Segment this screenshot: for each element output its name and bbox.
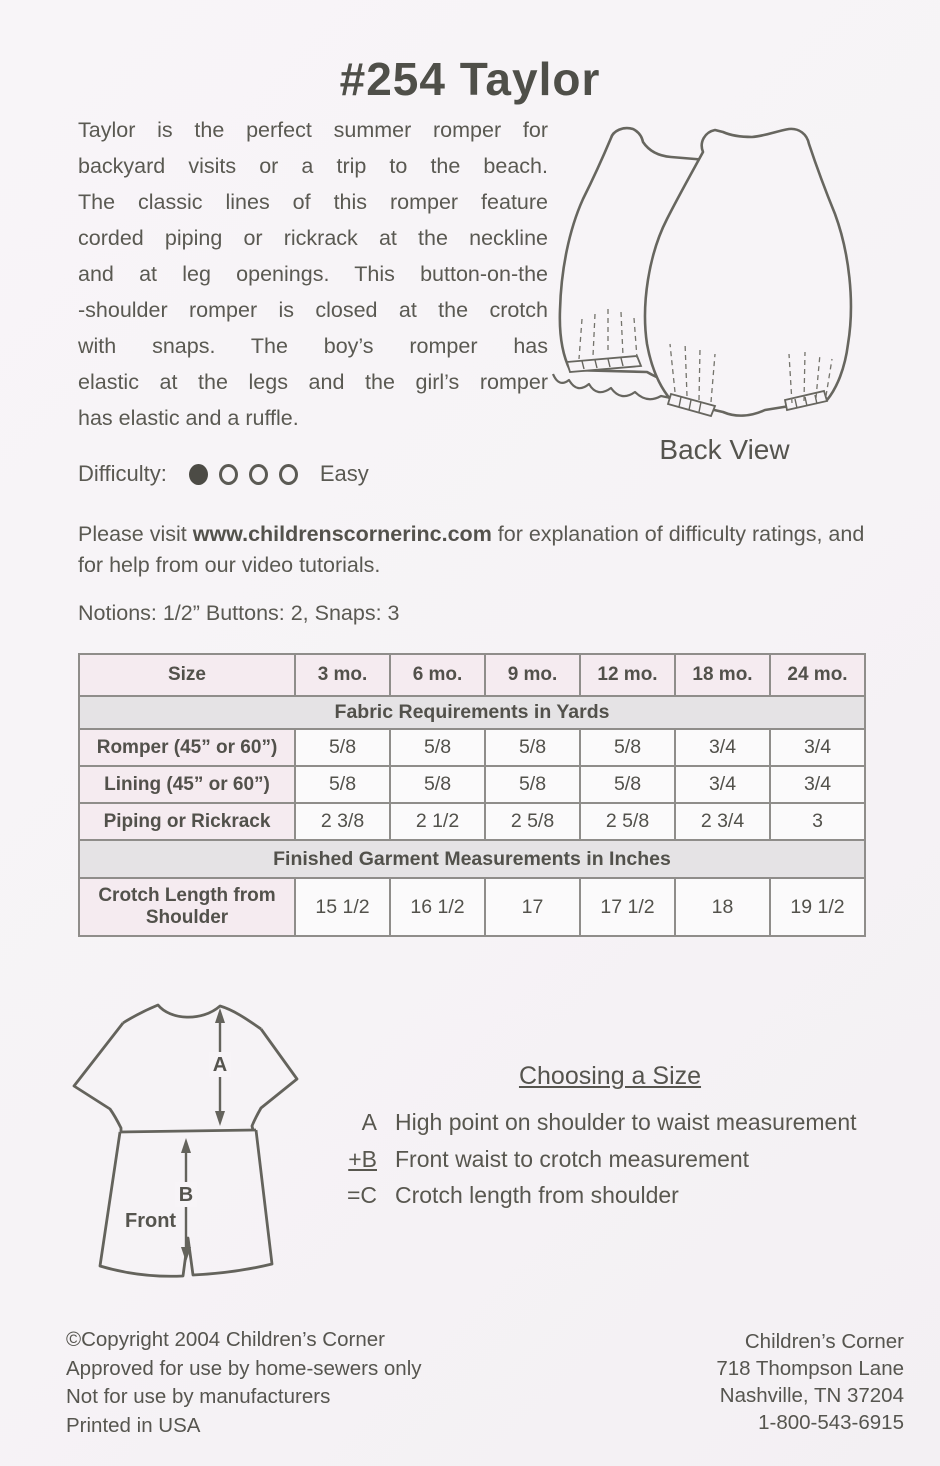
value-cell: 5/8 [390, 729, 485, 766]
finished-section-band: Finished Garment Measurements in Inches [79, 840, 865, 878]
value-cell: 17 [485, 878, 580, 936]
description-line: The classic lines of this romper feature [78, 190, 548, 214]
choosing-title: Choosing a Size [518, 1062, 702, 1090]
difficulty-dot-empty-icon [249, 464, 268, 485]
copyright-line: ©Copyright 2004 Children’s Corner [66, 1328, 385, 1351]
address-line: 1-800-543-6915 [758, 1411, 904, 1434]
arrow-a-label: A [212, 1054, 228, 1076]
size-col-header: 3 mo. [295, 654, 390, 696]
front-caption: Front [125, 1210, 177, 1232]
description-line: -shoulder romper is closed at the crotch [78, 298, 548, 322]
choose-text: High point on shoulder to waist measurement [395, 1109, 857, 1135]
copyright-line: Printed in USA [66, 1413, 201, 1437]
choose-key-b: +B [348, 1145, 377, 1172]
publisher-address-block [584, 1328, 904, 1436]
value-cell: 15 1/2 [295, 878, 390, 936]
value-cell: 5/8 [485, 729, 580, 766]
size-table [78, 653, 866, 937]
row-label: Lining (45” or 60”) [79, 766, 295, 803]
value-cell: 5/8 [295, 729, 390, 766]
list-item [325, 1177, 895, 1214]
size-col-header: 6 mo. [390, 654, 485, 696]
arrow-b-label: B [178, 1184, 194, 1206]
difficulty-level: Easy [319, 461, 369, 486]
value-cell: 2 5/8 [485, 803, 580, 840]
choose-text: Front waist to crotch measurement [395, 1145, 750, 1172]
choose-text: Crotch length from shoulder [395, 1182, 679, 1208]
value-cell: 17 1/2 [580, 878, 675, 936]
value-cell: 18 [675, 878, 770, 936]
back-view-figure [552, 112, 937, 466]
size-col-header: 18 mo. [675, 654, 770, 696]
website-note-prefix: Please visit [78, 522, 193, 546]
value-cell: 5/8 [390, 766, 485, 803]
address-line: Children’s Corner [744, 1330, 904, 1353]
row-label: Piping or Rickrack [79, 803, 295, 840]
address-line: 718 Thompson Lane [716, 1357, 904, 1380]
difficulty-dot-filled-icon [189, 464, 208, 485]
value-cell: 5/8 [580, 766, 675, 803]
value-cell: 2 3/4 [675, 803, 770, 840]
website-url: www.childrenscornerinc.com [192, 522, 492, 546]
description-line: has elastic and a ruffle. [78, 406, 299, 430]
fabric-section-band: Fabric Requirements in Yards [79, 696, 865, 729]
value-cell: 3/4 [770, 766, 865, 803]
website-note [78, 519, 886, 581]
choose-key-c: =C [346, 1182, 377, 1208]
difficulty-dot-empty-icon [219, 464, 238, 485]
choose-key-a: A [361, 1109, 377, 1135]
list-item [325, 1104, 895, 1141]
value-cell: 3/4 [770, 729, 865, 766]
row-label: Crotch Length from Shoulder [79, 878, 295, 936]
table-row [79, 766, 865, 803]
value-cell: 3/4 [675, 729, 770, 766]
description-line: corded piping or rickrack at the neckline [78, 226, 548, 250]
description-line: backyard visits or a trip to the beach. [78, 154, 548, 178]
description-line: elastic at the legs and the girl’s romper [78, 370, 548, 394]
difficulty-row [78, 461, 369, 487]
size-col-header: 9 mo. [485, 654, 580, 696]
value-cell: 3/4 [675, 766, 770, 803]
description-line: Taylor is the perfect summer romper for [78, 118, 548, 142]
list-item [325, 1141, 895, 1178]
description-line: with snaps. The boy’s romper has [78, 334, 548, 358]
size-corner-header: Size [79, 654, 295, 696]
choosing-a-size-section [325, 1062, 895, 1214]
page-title: #254 Taylor [339, 53, 601, 105]
value-cell: 19 1/2 [770, 878, 865, 936]
difficulty-label: Difficulty: [78, 461, 167, 486]
size-col-header: 12 mo. [580, 654, 675, 696]
row-label: Romper (45” or 60”) [79, 729, 295, 766]
copyright-line: Approved for use by home-sewers only [66, 1356, 422, 1380]
size-col-header: 24 mo. [770, 654, 865, 696]
value-cell: 2 1/2 [390, 803, 485, 840]
description-paragraph [78, 118, 548, 442]
table-row [79, 878, 865, 936]
difficulty-rating [189, 464, 298, 485]
front-diagram-figure [50, 982, 325, 1305]
front-measurement-diagram [50, 982, 325, 1300]
value-cell: 5/8 [295, 766, 390, 803]
notions-line: Notions: 1/2” Buttons: 2, Snaps: 3 [78, 601, 400, 625]
description-line: and at leg openings. This button-on-the [78, 262, 548, 286]
value-cell: 16 1/2 [390, 878, 485, 936]
back-view-caption: Back View [659, 434, 790, 465]
value-cell: 2 3/8 [295, 803, 390, 840]
address-line: Nashville, TN 37204 [719, 1384, 904, 1407]
back-view-illustration [552, 112, 937, 432]
value-cell: 5/8 [580, 729, 675, 766]
value-cell: 5/8 [485, 766, 580, 803]
website-note-suffix: for explanation of difficulty ratings, and for help from our video tutorials. [78, 522, 865, 577]
copyright-line: Not for use by manufacturers [66, 1385, 331, 1408]
copyright-block [66, 1326, 422, 1440]
difficulty-dot-empty-icon [279, 464, 298, 485]
value-cell: 3 [770, 803, 865, 840]
table-row [79, 803, 865, 840]
value-cell: 2 5/8 [580, 803, 675, 840]
table-row [79, 729, 865, 766]
